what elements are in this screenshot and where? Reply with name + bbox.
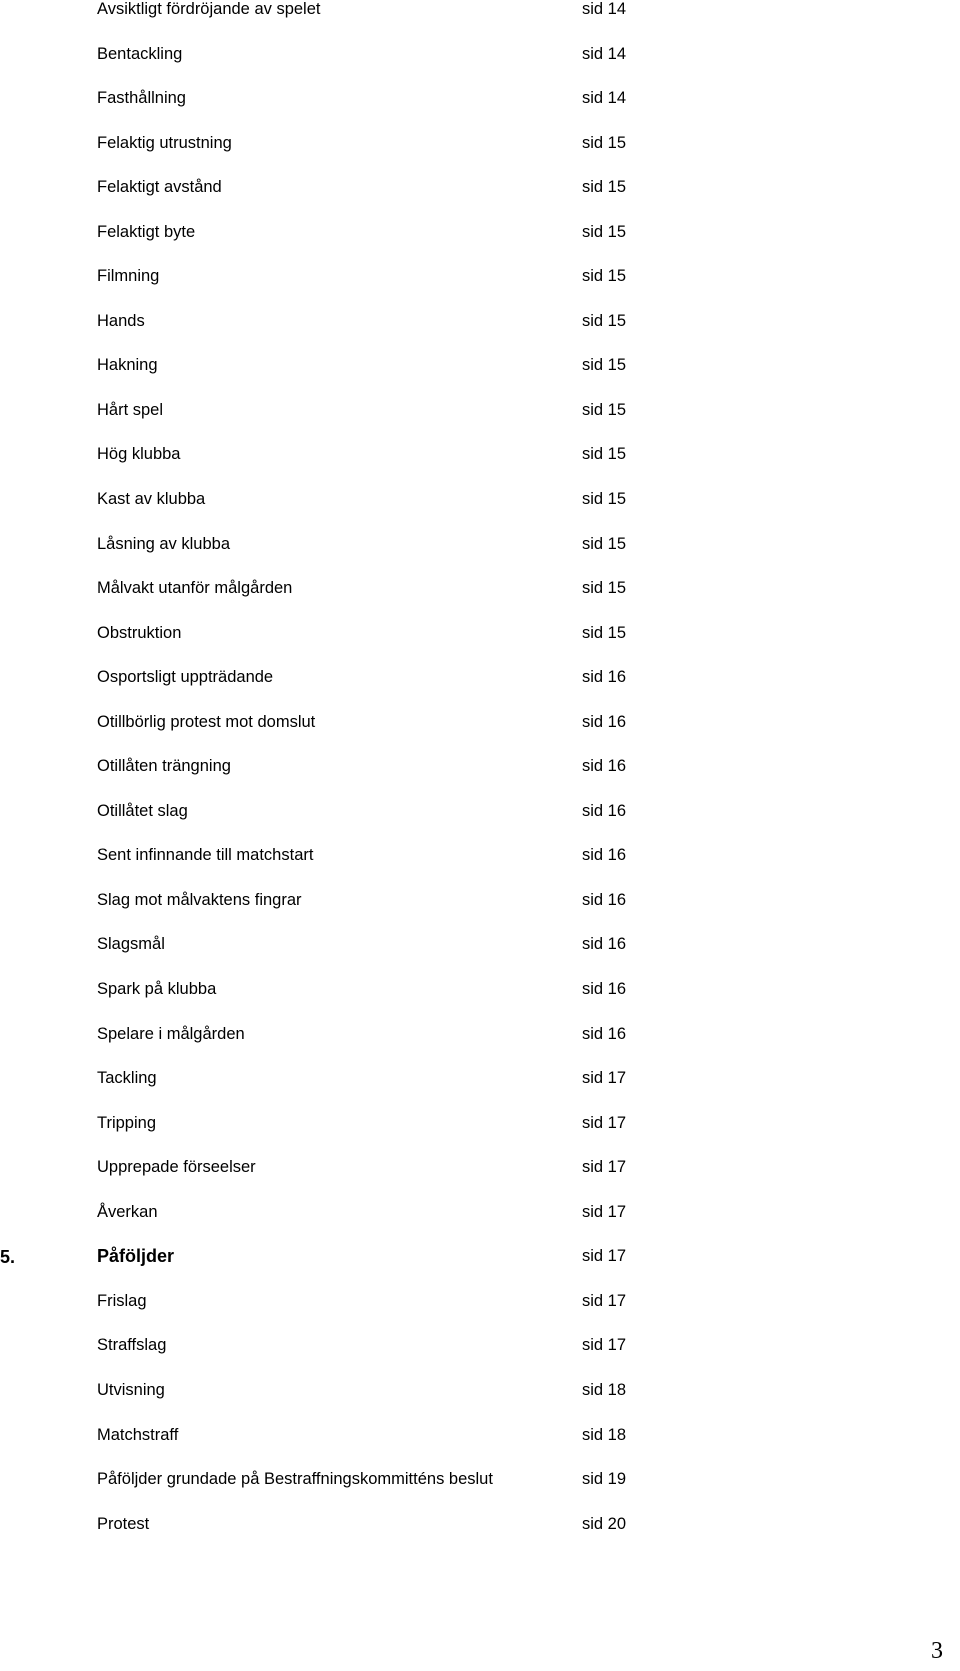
toc-entry-label: Bentackling [97,44,183,63]
toc-entry-page: sid 19 [582,1470,627,1489]
toc-entry-page: sid 17 [582,1291,627,1310]
toc-entry-page: sid 15 [582,178,627,197]
toc-entry-label: Slagsmål [97,935,165,954]
toc-entry-label: Tackling [97,1069,157,1088]
toc-entry-page: sid 16 [582,846,627,865]
toc-entry-page: sid 15 [582,445,627,464]
toc-entry-page: sid 17 [582,1158,627,1177]
toc-entry-label: Felaktigt avstånd [97,178,222,197]
toc-entry-label: Hög klubba [97,445,181,464]
toc-entry-label: Otillbörlig protest mot domslut [97,712,316,731]
toc-entry-page: sid 15 [582,623,627,642]
toc-entry [0,624,960,669]
toc-entry-page: sid 16 [582,757,627,776]
toc-entry-label: Avsiktligt fördröjande av spelet [97,0,321,18]
toc-entry-label: Utvisning [97,1380,165,1399]
toc-entry-page: sid 15 [582,490,627,509]
toc-entry [0,757,960,802]
toc-entry [0,1381,960,1426]
toc-entry-label: Låsning av klubba [97,534,231,553]
toc-entry [0,89,960,134]
toc-entry-page: sid 17 [582,1247,627,1266]
toc-entry-page: sid 16 [582,935,627,954]
toc-entry-label: Osportsligt uppträdande [97,668,274,687]
toc-entry-label: Protest [97,1514,150,1533]
toc-entry-label: Hakning [97,356,158,375]
toc-entry-label: Målvakt utanför målgården [97,579,293,598]
toc-entry-page: sid 14 [582,0,627,18]
toc-entry [0,1292,960,1337]
toc-entry [0,1114,960,1159]
toc-entry [0,579,960,624]
toc-entry [0,1203,960,1248]
toc-entry-label: Åverkan [97,1202,158,1221]
toc-entry-label: Hårt spel [97,400,164,419]
toc-entry-page: sid 15 [582,133,627,152]
toc-entry [0,935,960,980]
toc-entry-page: sid 15 [582,579,627,598]
toc-entry-label: Straffslag [97,1336,167,1355]
toc-entry-page: sid 15 [582,222,627,241]
toc-entry-label: Matchstraff [97,1425,179,1444]
toc-entry-label: Felaktig utrustning [97,133,232,152]
toc-entry [0,178,960,223]
toc-entry-page: sid 17 [582,1069,627,1088]
toc-entry-label: Kast av klubba [97,490,206,509]
page-number: 3 [931,1638,943,1664]
toc-entry [0,267,960,312]
toc-entry-page: sid 16 [582,980,627,999]
toc-entry-label: Hands [97,311,145,330]
toc-entry-label: Otillåten trängning [97,757,231,776]
toc-entry-page: sid 16 [582,890,627,909]
toc-entry [0,312,960,357]
toc-entry-label: Felaktigt byte [97,222,196,241]
toc-entry-page: sid 16 [582,1024,627,1043]
toc-section-number: 5. [0,1247,16,1268]
toc-entry-label: Spelare i målgården [97,1024,245,1043]
toc-entry-page: sid 20 [582,1514,627,1533]
toc-entry-label: Upprepade förseelser [97,1158,256,1177]
toc-entry-page: sid 14 [582,44,627,63]
toc-entry-page: sid 14 [582,89,627,108]
toc-entry [0,713,960,758]
toc-entry-page: sid 15 [582,400,627,419]
toc-entry [0,1158,960,1203]
toc-entry-page: sid 16 [582,712,627,731]
toc-entry-label: Påföljder grundade på Bestraffningskommitténs beslut [97,1470,493,1489]
toc-entry-label: Slag mot målvaktens fingrar [97,890,302,909]
toc-entry-page: sid 18 [582,1425,627,1444]
toc-entry [0,445,960,490]
toc-entry [0,45,960,90]
toc-entry [0,1426,960,1471]
toc-entry-page: sid 15 [582,267,627,286]
toc-entry [0,1515,960,1560]
toc-entry [0,0,960,45]
toc-entry-page: sid 15 [582,356,627,375]
toc-entry-label: Påföljder [97,1246,175,1267]
toc-entry [0,980,960,1025]
toc-entry [0,223,960,268]
toc-entry-page: sid 17 [582,1113,627,1132]
toc-section-heading [0,1247,960,1292]
toc-entry [0,1069,960,1114]
toc-entry-label: Otillåtet slag [97,801,188,820]
toc-entry [0,1470,960,1515]
toc-entry-label: Obstruktion [97,623,182,642]
toc-entry [0,668,960,713]
toc-entry-page: sid 15 [582,311,627,330]
toc-entry [0,802,960,847]
toc-entry-label: Sent infinnande till matchstart [97,846,314,865]
toc-entry-page: sid 17 [582,1336,627,1355]
toc-entry [0,134,960,179]
toc-entry [0,535,960,580]
toc-entry-label: Spark på klubba [97,980,217,999]
toc-entry-page: sid 16 [582,801,627,820]
toc-entry-page: sid 16 [582,668,627,687]
toc-entry-label: Frislag [97,1291,147,1310]
toc-entry [0,401,960,446]
toc-entry-label: Tripping [97,1113,156,1132]
toc-entry [0,1336,960,1381]
toc-entry-page: sid 15 [582,534,627,553]
toc-entry-label: Filmning [97,267,160,286]
toc-entry [0,490,960,535]
toc-entry [0,846,960,891]
toc-entry [0,1025,960,1070]
toc-entry-page: sid 17 [582,1202,627,1221]
toc-entry [0,891,960,936]
toc-entry-page: sid 18 [582,1380,627,1399]
toc-entry-label: Fasthållning [97,89,186,108]
toc-entry [0,356,960,401]
